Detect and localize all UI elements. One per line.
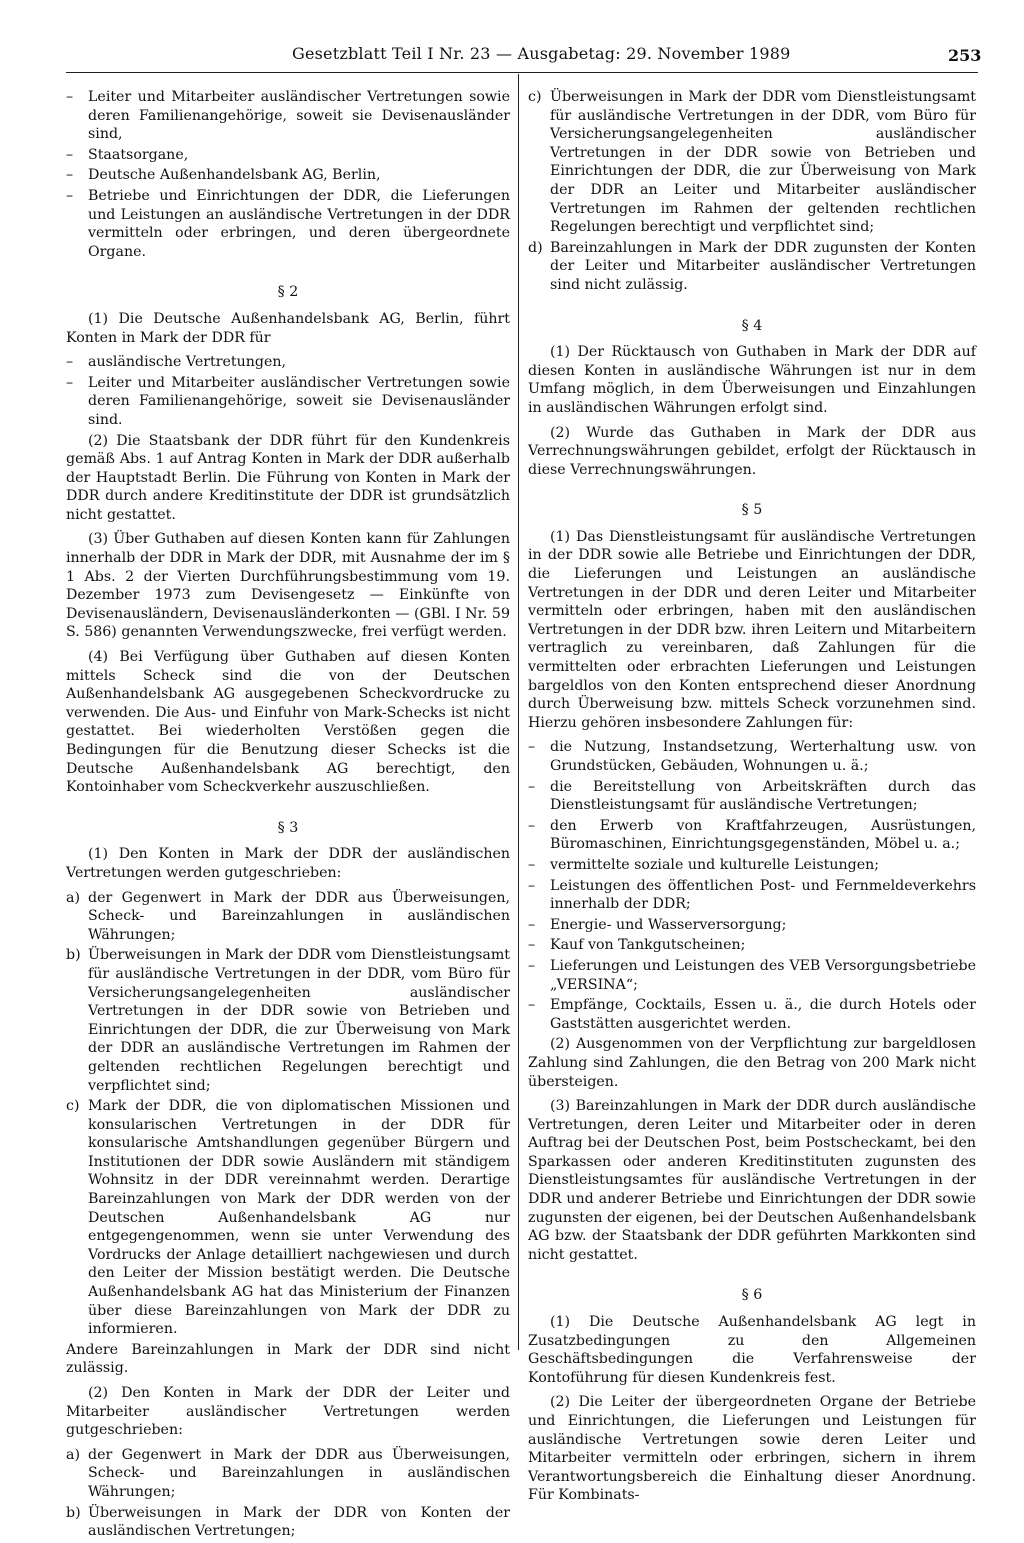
credit-list [66,889,510,1339]
list-marker: – [66,146,74,163]
payment-list [528,738,976,1033]
list-item-text: der Gegenwert in Mark der DDR aus Überweisungen, Scheck- und Bareinzahlungen in ausländischen Währungen; [88,889,510,943]
list-item [528,817,976,854]
list-item [66,166,510,185]
paragraph: (1) Die Deutsche Außenhandelsbank AG legt in Zusatzbedingungen zu den Allgemeinen Geschäftsbedingungen die Verfahrensweise der Kontoführung für diesen Kundenkreis fest. [528,1314,976,1386]
list-item-text: Energie- und Wasserversorgung; [550,916,787,933]
list-item-text: Bareinzahlungen in Mark der DDR zugunsten der Konten der Leiter und Mitarbeiter ausländischer Vertretungen sind nicht zulässig. [550,239,976,293]
list-item [528,936,976,955]
list-marker: – [528,957,536,974]
list-item [66,187,510,261]
list-item [66,946,510,1095]
list-item-text: den Erwerb von Kraftfahrzeugen, Ausrüstungen, Büromaschinen, Einrichtungsgegenständen, Möbel u. a.; [550,817,976,853]
list-item-text: Deutsche Außenhandelsbank AG, Berlin, [88,167,381,184]
list-item-text: die Nutzung, Instandsetzung, Werterhaltung usw. von Grundstücken, Gebäuden, Wohnungen u. ä.; [550,739,976,774]
paragraph: (4) Bei Verfügung über Guthaben auf diesen Konten mittels Scheck sind die von der Deutschen Außenhandelsbank AG ausgegebenen Scheckvordrucke zu verwenden. Die Aus- und Einfuhr von Mark-Schecks ist nicht gestattet. Bei wiederholten Verstößen gegen die Bedingungen für die Benutzung dieser Schecks ist die Deutsche Außenhandelsbank AG berechtigt, den Kontoinhaber vom Scheckverkehr auszuschließen. [66,649,510,796]
paragraph: (2) Die Staatsbank der DDR führt für den Kundenkreis gemäß Abs. 1 auf Antrag Konten in Mark der DDR außerhalb der Hauptstadt Berlin. Die Führung von Konten in Mark der DDR durch andere Kreditinstitute der DDR ist grundsätzlich nicht gestattet. [66,432,510,523]
list-marker: d) [528,239,543,256]
list-marker: a) [66,1446,80,1463]
credit-list-continued [528,88,976,295]
list-marker: – [66,354,74,371]
list-item-text: Überweisungen in Mark der DDR vom Dienstleistungsamt für ausländische Vertretungen in der DDR, vom Büro für Versicherungsangelegenheiten ausländischer Vertretungen in der DDR sowie von Betrieben und Einrichtungen der DDR, die zur Überweisung von Mark der DDR an Leiter und Mitarbeiter ausländischer Vertretungen im Rahmen der geltenden rechtlichen Regelungen berechtigt und verpflichtet sind; [550,89,976,236]
paragraph: (1) Die Deutsche Außenhandelsbank AG, Berlin, führt Konten in Mark der DDR für [66,310,510,346]
paragraph: (2) Den Konten in Mark der DDR der Leiter und Mitarbeiter ausländischer Vertretungen werden gutgeschrieben: [66,1385,510,1439]
credit-list [66,1446,510,1541]
header-title: Gesetzblatt Teil I Nr. 23 — Ausgabetag: 29. November 1989 [292,44,791,63]
list-marker: – [66,374,74,391]
section-heading-2: § 2 [277,284,299,301]
list-marker: – [528,997,536,1014]
list-marker: – [528,739,536,756]
list-item-text: ausländische Vertretungen, [88,354,287,371]
list-item-text: Empfänge, Cocktails, Essen u. ä., die durch Hotels oder Gaststätten ausgerichtet werden. [550,997,976,1032]
list-item [66,88,510,144]
list-item [528,996,976,1033]
list-item [528,778,976,815]
paragraph: (3) Über Guthaben auf diesen Konten kann für Zahlungen innerhalb der DDR in Mark der DDR, mit Ausnahme der im § 1 Abs. 2 der Vierten Durchführungsbestimmung vom 19. Dezember 1973 zum Devisengesetz — Einkünfte von Devisenausländern, Devisenausländerkonten — (GBl. I Nr. 59 S. 586) genannten Verwendungszwecke, frei verfügt werden. [66,531,510,641]
list-marker: a) [66,889,80,906]
list-item [528,916,976,935]
list-item-text: Kauf von Tankgutscheinen; [550,937,746,954]
section-heading-3: § 3 [277,819,299,836]
list-marker: b) [66,947,81,964]
paragraph: (2) Wurde das Guthaben in Mark der DDR aus Verrechnungswährungen gebildet, erfolgt der Rücktausch in diese Verrechnungswährungen. [528,424,976,478]
list-item [528,877,976,914]
list-item-text: Mark der DDR, die von diplomatischen Missionen und konsularischen Vertretungen in der DDR für konsularische Amtshandlungen gegenüber Bürgern und Institutionen der DDR sowie Ausländern mit ständigem Wohnsitz in der DDR vereinnahmt werden. Derartige Bareinzahlungen von Mark der DDR werden von der Deutschen Außenhandelsbank AG nur entgegengenommen, wenn sie unter Verwendung des Vordrucks der Anlage detailliert nachgewiesen und durch den Leiter der Mission bestätigt werden. Die Deutsche Außenhandelsbank AG hat das Ministerium der Finanzen über diese Bareinzahlungen von Mark der DDR zu informieren. [88,1098,510,1338]
list-item [528,957,976,994]
list-marker: b) [66,1504,81,1521]
list-item [66,353,510,372]
list-marker: – [66,187,74,204]
account-holder-list [66,353,510,429]
list-marker: – [528,817,536,834]
list-item [66,1504,510,1541]
list-marker: c) [528,89,542,105]
paragraph: (2) Die Leiter der übergeordneten Organe der Betriebe und Einrichtungen, die Lieferungen und Leistungen für ausländische Vertretungen sowie deren Leiter und Mitarbeiter vermitteln oder erbringen, sichern in ihrem Verantwortungsbereich die Einhaltung dieser Anordnung. Für Kombinats- [528,1394,976,1504]
list-item [528,88,976,237]
list-item-text: der Gegenwert in Mark der DDR aus Überweisungen, Scheck- und Bareinzahlungen in ausländischen Währungen; [88,1446,510,1500]
section-heading-6: § 6 [741,1287,763,1304]
column-divider [518,74,519,1350]
list-item [66,1097,510,1339]
page-header [0,44,1024,72]
section-heading-4: § 4 [741,317,763,334]
paragraph: (3) Bareinzahlungen in Mark der DDR durch ausländische Vertretungen, deren Leiter und Mitarbeiter oder in deren Auftrag bei der Deutschen Post, beim Postscheckamt, bei den Sparkassen oder anderen Kreditinstituten zugunsten des Dienstleistungsamtes für ausländische Vertretungen in der DDR und anderer Betriebe und Einrichtungen der DDR sowie zugunsten der eigenen, bei der Deutschen Außenhandelsbank AG bzw. der Staatsbank der DDR geführten Markkonten sind nicht gestattet. [528,1098,976,1263]
list-item [528,738,976,775]
page-number: 253 [948,46,982,65]
list-item-text: die Bereitstellung von Arbeitskräften durch das Dienstleistungsamt für ausländische Vertretungen; [550,778,976,814]
list-item-text: Staatsorgane, [88,146,189,163]
list-item-text: Überweisungen in Mark der DDR von Konten der ausländischen Vertretungen; [88,1504,510,1540]
section-heading-5: § 5 [741,502,763,519]
list-marker: – [66,89,74,105]
list-item [66,146,510,165]
list-item-text: Überweisungen in Mark der DDR vom Dienstleistungsamt für ausländische Vertretungen in der DDR, vom Büro für Versicherungsangelegenheiten ausländischer Vertretungen in der DDR sowie von Betrieben und Einrichtungen der DDR, die zur Überweisung von Mark der DDR an ausländische Vertretungen im Rahmen der geltenden rechtlichen Regelungen berechtigt und verpflichtet sind; [88,947,510,1094]
list-item [528,239,976,295]
list-marker: – [528,778,536,795]
list-item-text: Leistungen des öffentlichen Post- und Fernmeldeverkehrs innerhalb der DDR; [550,877,976,913]
list-item-text: Leiter und Mitarbeiter ausländischer Vertretungen sowie deren Familienangehörige, soweit sie Devisenausländer sind, [88,89,510,143]
recipient-list [66,88,510,261]
list-marker: – [528,916,536,933]
list-item [66,889,510,945]
right-column [528,88,976,1511]
list-item [66,1446,510,1502]
list-item [528,856,976,875]
paragraph: Andere Bareinzahlungen in Mark der DDR sind nicht zulässig. [66,1341,510,1377]
list-marker: – [528,877,536,894]
list-marker: – [66,167,74,184]
list-item-text: vermittelte soziale und kulturelle Leistungen; [550,856,880,873]
list-item-text: Betriebe und Einrichtungen der DDR, die Lieferungen und Leistungen an ausländische Vertretungen in der DDR vermitteln oder erbringen, und deren übergeordnete Organe. [88,187,510,260]
header-rule [66,72,978,73]
left-column [66,88,510,1543]
paragraph: (1) Das Dienstleistungsamt für ausländische Vertretungen in der DDR sowie alle Betriebe und Einrichtungen der DDR, die Lieferungen und Leistungen an ausländische Vertretungen in der DDR und deren Leiter und Mitarbeiter vermitteln oder erbringen, haben mit den ausländischen Vertretungen in der DDR bzw. ihren Leitern und Mitarbeitern vertraglich zu vereinbaren, daß Zahlungen für die vermittelten oder erbrachten Lieferungen und Leistungen bargeldlos von den Konten entsprechend dieser Anordnung durch Überweisung bzw. mittels Scheck vorzunehmen sind. Hierzu gehören insbesondere Zahlungen für: [528,528,976,731]
paragraph: (1) Den Konten in Mark der DDR der ausländischen Vertretungen werden gutgeschrieben: [66,846,510,881]
list-marker: c) [66,1098,80,1115]
list-item-text: Lieferungen und Leistungen des VEB Versorgungsbetriebe „VERSINA“; [550,957,976,993]
paragraph: (1) Der Rücktausch von Guthaben in Mark der DDR auf diesen Konten in ausländische Währungen ist nur in dem Umfang möglich, in dem Überweisungen und Einzahlungen in ausländischen Währungen erfolgt sind. [528,344,976,416]
list-item [66,374,510,430]
paragraph: (2) Ausgenommen von der Verpflichtung zur bargeldlosen Zahlung sind Zahlungen, die den Betrag von 200 Mark nicht übersteigen. [528,1036,976,1090]
list-marker: – [528,856,536,873]
list-marker: – [528,937,536,954]
list-item-text: Leiter und Mitarbeiter ausländischer Vertretungen sowie deren Familienangehörige, soweit sie Devisenausländer sind. [88,374,510,428]
